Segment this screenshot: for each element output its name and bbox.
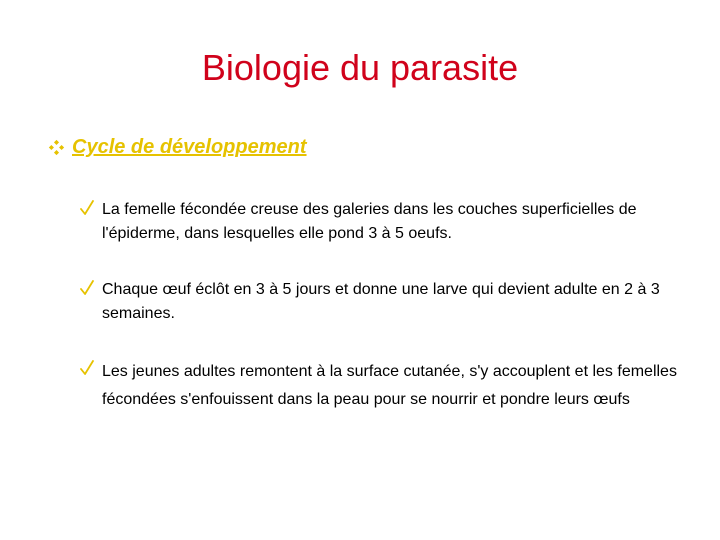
diamond-bullet-icon — [48, 139, 65, 156]
bullet-text: La femelle fécondée creuse des galeries dans les couches superficielles de l'épiderme, dans lesquelles elle pond 3 à 5 oeufs. — [102, 201, 637, 242]
section-label: Cycle de développement — [72, 136, 307, 158]
list-item — [80, 278, 690, 326]
section-heading — [48, 134, 307, 160]
bullet-list — [80, 198, 690, 446]
checkmark-icon — [80, 360, 94, 376]
checkmark-icon — [80, 280, 94, 296]
bullet-text: Les jeunes adultes remontent à la surface cutanée, s'y accouplent et les femelles fécondées s'enfouissent dans la peau pour se nourrir et pondre leurs œufs — [102, 363, 677, 408]
list-item — [80, 198, 690, 246]
checkmark-icon — [80, 200, 94, 216]
slide-title: Biologie du parasite — [201, 47, 519, 88]
bullet-text: Chaque œuf éclôt en 3 à 5 jours et donne une larve qui devient adulte en 2 à 3 semaines. — [102, 281, 660, 322]
list-item — [80, 358, 690, 414]
